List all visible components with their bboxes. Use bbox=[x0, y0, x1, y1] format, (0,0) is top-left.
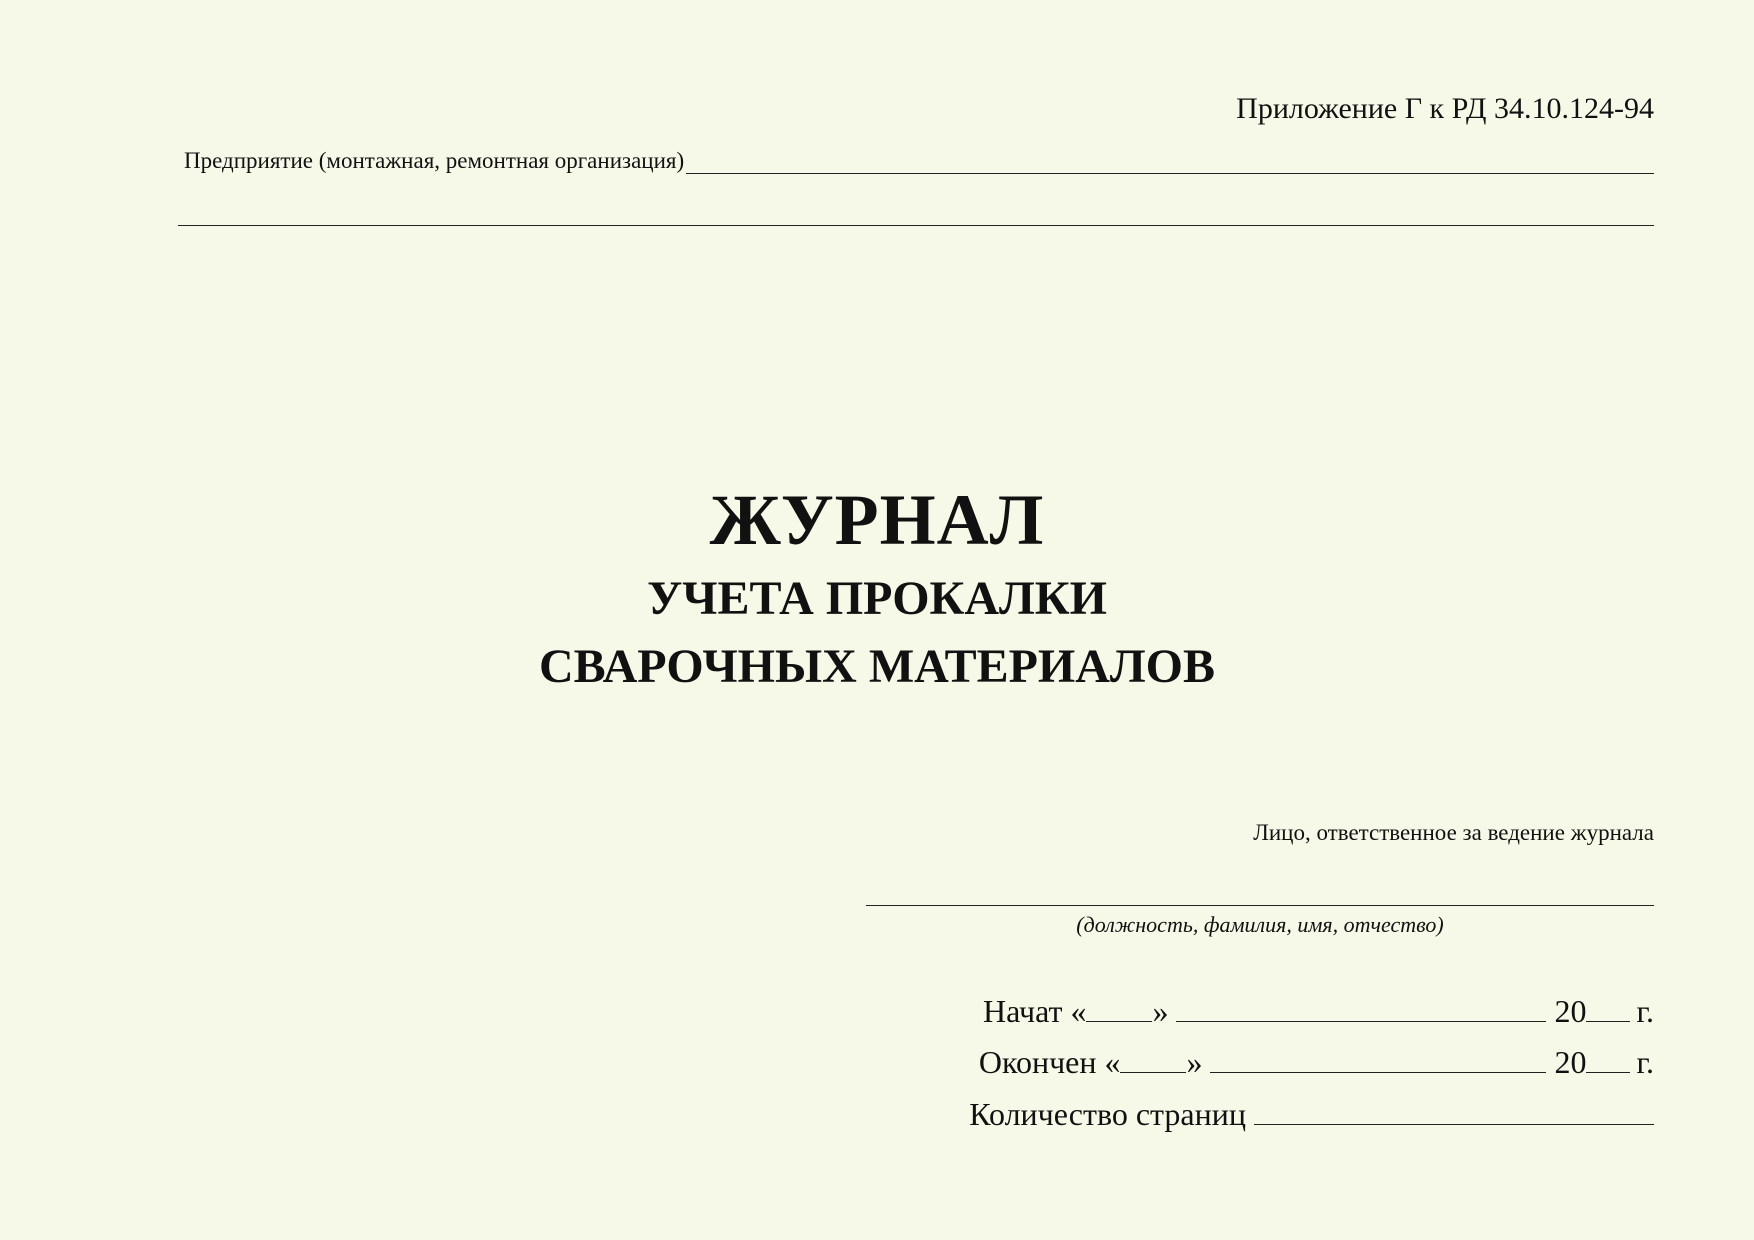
start-date-field bbox=[983, 993, 1654, 1030]
journal-title bbox=[0, 475, 1754, 701]
end-year-prefix: 20 bbox=[1554, 1044, 1587, 1080]
responsible-person-label: Лицо, ответственное за ведение журнала bbox=[1253, 820, 1654, 845]
start-year-prefix: 20 bbox=[1554, 993, 1587, 1029]
title-line-3: СВАРОЧНЫХ МАТЕРИАЛОВ bbox=[538, 640, 1216, 693]
organization-label: Предприятие (монтажная, ремонтная организация) bbox=[184, 148, 685, 173]
organization-second-line bbox=[178, 225, 1654, 226]
end-date-field bbox=[979, 1044, 1654, 1081]
page-count-field bbox=[969, 1096, 1654, 1133]
end-date-label: Окончен « bbox=[978, 1044, 1121, 1080]
start-year-blank bbox=[1586, 995, 1630, 1022]
end-close-quote: » bbox=[1186, 1044, 1203, 1080]
appendix-reference: Приложение Г к РД 34.10.124-94 bbox=[1236, 92, 1654, 125]
page-count-label: Количество страниц bbox=[969, 1096, 1246, 1132]
organization-field bbox=[184, 148, 1654, 174]
end-day-blank bbox=[1120, 1046, 1186, 1073]
end-month-blank bbox=[1210, 1046, 1546, 1073]
responsible-person-fill-line bbox=[866, 905, 1654, 906]
start-month-blank bbox=[1176, 995, 1546, 1022]
title-line-2: УЧЕТА ПРОКАЛКИ bbox=[647, 572, 1107, 625]
title-main: ЖУРНАЛ bbox=[709, 480, 1045, 560]
responsible-person-caption: (должность, фамилия, имя, отчество) bbox=[1076, 912, 1444, 937]
start-day-blank bbox=[1086, 995, 1152, 1022]
end-year-blank bbox=[1586, 1046, 1630, 1073]
start-year-suffix: г. bbox=[1636, 993, 1654, 1029]
start-date-label: Начат « bbox=[983, 993, 1087, 1029]
start-close-quote: » bbox=[1152, 993, 1169, 1029]
end-year-suffix: г. bbox=[1636, 1044, 1654, 1080]
page-count-blank bbox=[1254, 1098, 1654, 1125]
organization-fill-line bbox=[686, 149, 1654, 174]
